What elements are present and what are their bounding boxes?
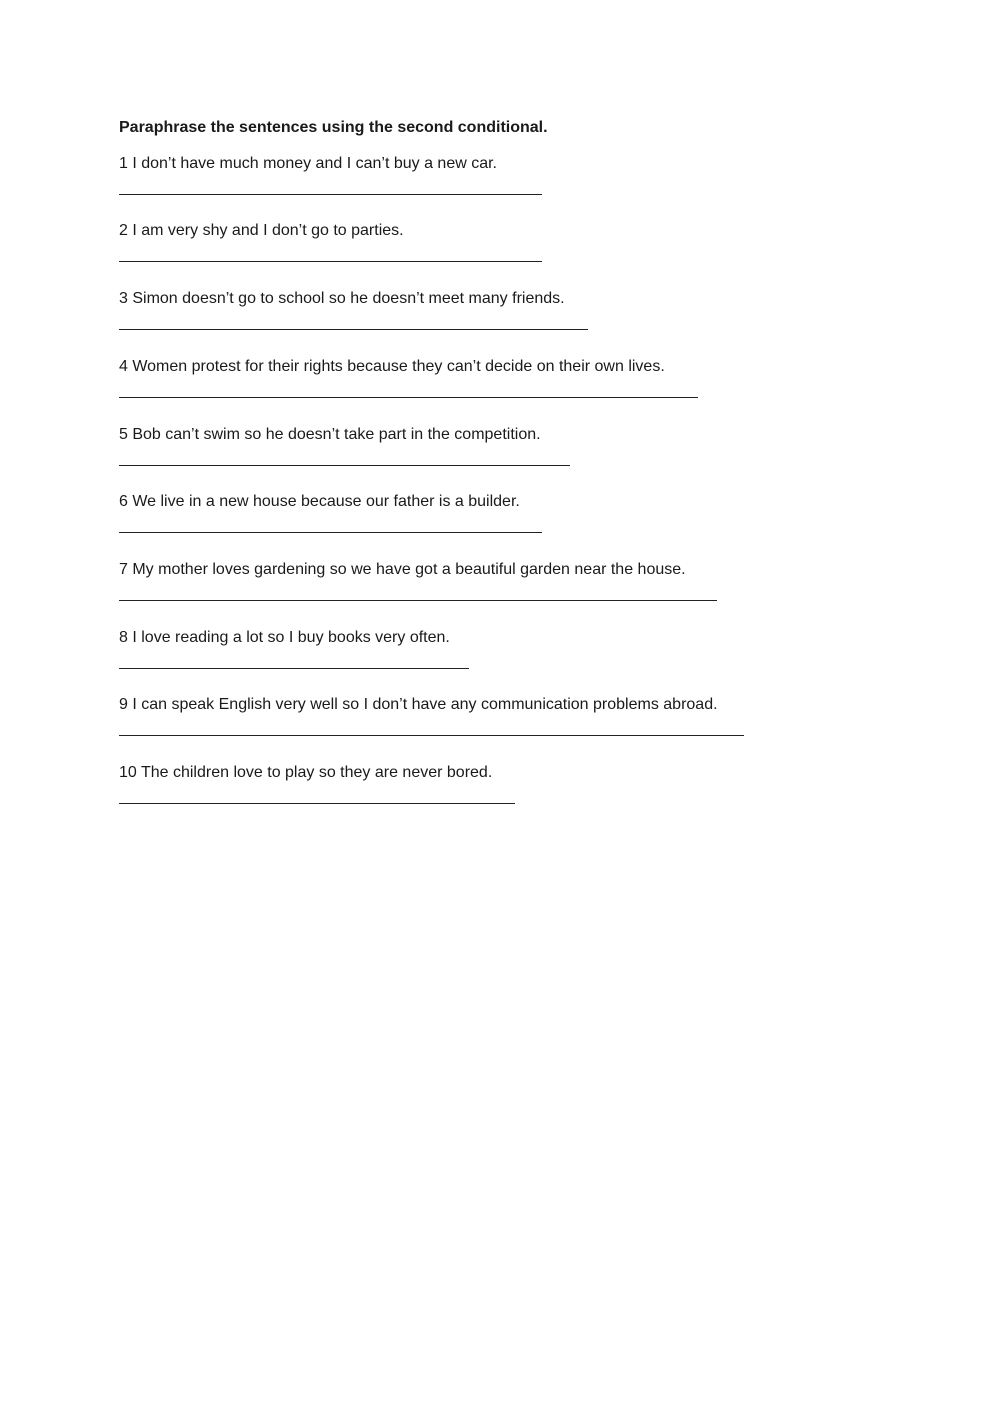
exercise-item-5 bbox=[119, 424, 819, 446]
exercise-sentence: 4 Women protest for their rights because they can’t decide on their own lives. bbox=[119, 358, 665, 375]
exercise-sentence: 3 Simon doesn’t go to school so he doesn’t meet many friends. bbox=[119, 290, 565, 307]
exercise-item-8 bbox=[119, 627, 819, 649]
exercise-sentence: 5 Bob can’t swim so he doesn’t take part in the competition. bbox=[119, 426, 541, 443]
answer-line[interactable] bbox=[119, 600, 717, 601]
answer-line[interactable] bbox=[119, 465, 570, 466]
exercise-sentence: 2 I am very shy and I don’t go to parties. bbox=[119, 222, 404, 239]
exercise-sentence: 1 I don’t have much money and I can’t buy a new car. bbox=[119, 155, 497, 172]
exercise-sentence: 8 I love reading a lot so I buy books very often. bbox=[119, 629, 450, 646]
instruction-heading: Paraphrase the sentences using the second conditional. bbox=[119, 119, 548, 136]
answer-line[interactable] bbox=[119, 668, 469, 669]
answer-line[interactable] bbox=[119, 329, 588, 330]
exercise-item-3 bbox=[119, 288, 819, 310]
answer-line[interactable] bbox=[119, 532, 542, 533]
exercise-sentence: 7 My mother loves gardening so we have got a beautiful garden near the house. bbox=[119, 561, 686, 578]
exercise-item-7 bbox=[119, 559, 819, 581]
exercise-sentence: 10 The children love to play so they are never bored. bbox=[119, 764, 493, 781]
exercise-item-1 bbox=[119, 153, 819, 175]
answer-line[interactable] bbox=[119, 803, 515, 804]
answer-line[interactable] bbox=[119, 261, 542, 262]
exercise-item-4 bbox=[119, 356, 819, 378]
exercise-sentence: 9 I can speak English very well so I don’t have any communication problems abroad. bbox=[119, 696, 718, 713]
answer-line[interactable] bbox=[119, 735, 744, 736]
exercise-item-6 bbox=[119, 491, 819, 513]
exercise-item-2 bbox=[119, 220, 819, 242]
exercise-sentence: 6 We live in a new house because our father is a builder. bbox=[119, 493, 520, 510]
answer-line[interactable] bbox=[119, 194, 542, 195]
exercise-item-9 bbox=[119, 694, 819, 716]
answer-line[interactable] bbox=[119, 397, 698, 398]
exercise-item-10 bbox=[119, 762, 819, 784]
